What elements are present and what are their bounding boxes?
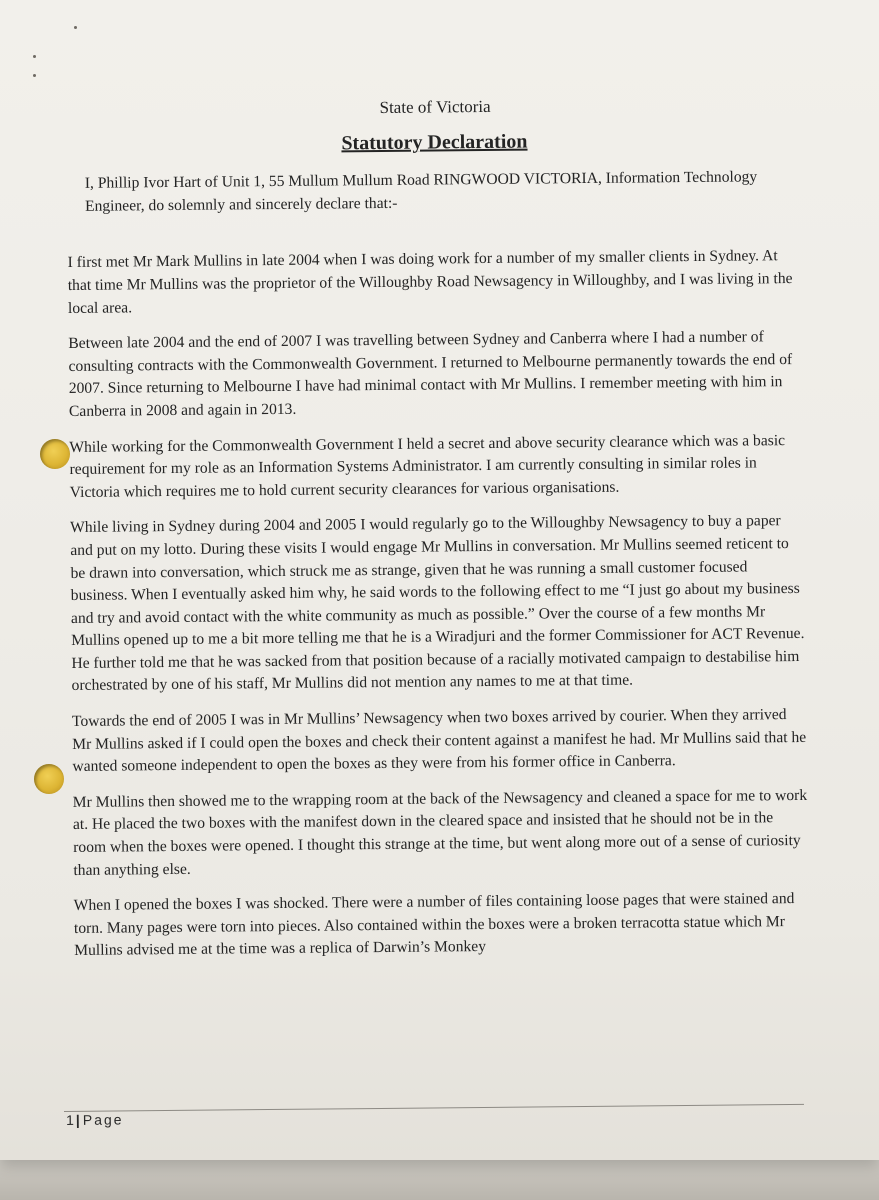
punch-hole-sticker-top — [40, 439, 70, 469]
document-title: Statutory Declaration — [341, 130, 528, 154]
ink-speck — [74, 26, 77, 29]
declarant-statement: I, Phillip Ivor Hart of Unit 1, 55 Mullum Mullum Road RINGWOOD VICTORIA, Information Technology Engineer, do solemnly and sincerely declare that:- — [84, 168, 758, 215]
ink-speck — [33, 74, 36, 77]
page-separator: | — [75, 1111, 80, 1128]
declaration-body — [66, 93, 810, 976]
state-heading: State of Victoria — [379, 96, 491, 117]
paragraph-6: Mr Mullins then showed me to the wrapping room at the back of the Newsagency and cleaned a space for me to work at. He placed the two boxes with the manifest down in the cleared space and insisted that he should not be in the room when the boxes were opened. I thought this strange at the time, but went along more out of a sense of curiosity than anything else. — [72, 786, 808, 879]
punch-hole-sticker-bottom — [34, 764, 64, 794]
paragraph-2: Between late 2004 and the end of 2007 I was travelling between Sydney and Canberra where I had a number of consulting contracts with the Commonwealth Government. I returned to Melbourne permanently towards the end of 2007. Since returning to Melbourne I have had minimal contact with Mr Mullins. I remember meeting with him in Canberra in 2008 and again in 2013. — [68, 328, 793, 420]
paragraph-1: I first met Mr Mark Mullins in late 2004 when I was doing work for a number of my smaller clients in Sydney. At that time Mr Mullins was the proprietor of the Willoughby Road Newsagency in Willoughby, and I was living in the local area. — [67, 247, 793, 317]
ink-speck — [33, 55, 36, 58]
page-footer — [64, 1104, 804, 1132]
paragraph-4: While living in Sydney during 2004 and 2005 I would regularly go to the Willoughby Newsagency to buy a paper and put on my lotto. During these visits I would engage Mr Mullins in conversation. Mr Mullins seemed reticent to be drawn into conversation, which struck me as strange, given that he was running a small customer focused business. When I eventually asked him why, he said words to the following effect to me “I just go about my business and try and avoid contact with the white community as much as possible.” Over the course of a few months Mr Mullins opened up to me a bit more telling me that he is a Wiradjuri and the former Commissioner for ACT Revenue. He further told me that he was sacked from that position because of a racially motivated campaign to destabilise him orchestrated by one of his staff, Mr Mullins did not mention any names to me at that time. — [70, 512, 805, 695]
page-indicator — [66, 1111, 124, 1128]
paragraph-5: Towards the end of 2005 I was in Mr Mullins’ Newsagency when two boxes arrived by courier. When they arrived Mr Mullins asked if I could open the boxes and check their content against a manifest he had. Mr Mullins said that he wanted someone independent to open the boxes as they were from his former office in Canberra. — [71, 706, 807, 776]
page-label: Page — [82, 1111, 124, 1128]
page-number: 1 — [66, 1111, 74, 1128]
paragraph-7: When I opened the boxes I was shocked. There were a number of files containing loose pages that were stained and torn. Many pages were torn into pieces. Also contained within the boxes were a broken terracotta statue which Mr Mullins advised me at the time was a replica of Darwin’s Monkey — [73, 890, 795, 960]
paragraph-3: While working for the Commonwealth Government I held a secret and above security clearance which was a basic requirement for my role as an Information Systems Administrator. I am currently consulting in similar roles in Victoria which requires me to hold current security clearances for various organisations. — [69, 431, 786, 501]
